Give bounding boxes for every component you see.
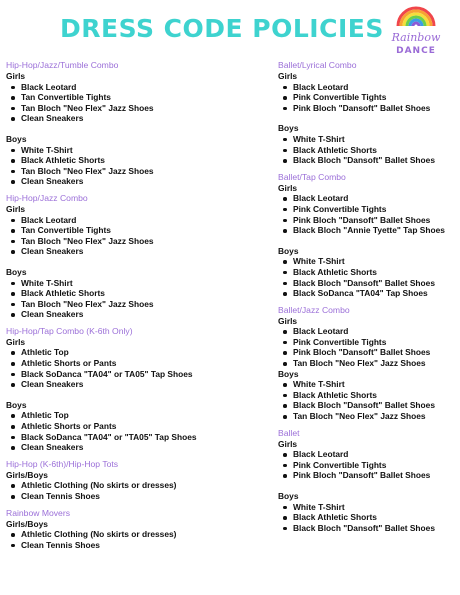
section-ballet-jazz (278, 305, 458, 422)
list-item: Black Bloch "Dansoft" Ballet Shoes (278, 155, 458, 166)
group-boys (278, 369, 458, 422)
group-label: Girls/Boys (6, 518, 48, 529)
list-item: White T-Shirt (278, 379, 458, 390)
list-item: Black Leotard (278, 326, 458, 337)
item-list (278, 193, 458, 235)
group-label: Boys (278, 491, 299, 501)
list-item: Black Athletic Shorts (278, 390, 458, 401)
list-item: Pink Convertible Tights (278, 204, 458, 215)
list-item: Black Athletic Shorts (278, 267, 458, 278)
rainbow-dance-logo (386, 4, 446, 62)
list-item: Black Leotard (278, 82, 458, 93)
list-item: White T-Shirt (278, 256, 458, 267)
group-boys (6, 400, 268, 453)
item-list (278, 256, 458, 298)
list-item: Black Athletic Shorts (6, 288, 268, 299)
list-item: Athletic Shorts or Pants (6, 421, 268, 432)
group-girls (278, 316, 458, 369)
item-list (6, 347, 268, 389)
item-list (278, 502, 458, 534)
list-item: White T-Shirt (6, 278, 268, 289)
group-label: Boys (278, 123, 299, 134)
item-list (6, 278, 268, 320)
list-item: Black Bloch "Annie Tyette" Tap Shoes (278, 225, 458, 236)
group-girls (6, 71, 268, 124)
list-item: Black Leotard (278, 193, 458, 204)
list-item: Clean Sneakers (6, 379, 268, 390)
section-title: Hip-Hop/Tap Combo (K-6th Only) (6, 325, 133, 336)
list-item: White T-Shirt (278, 502, 458, 513)
list-item: Tan Bloch "Neo Flex" Jazz Shoes (6, 299, 268, 310)
group-label: Boys (6, 133, 27, 144)
section-rainbow-movers (6, 508, 268, 551)
list-item: Athletic Clothing (No skirts or dresses) (6, 529, 268, 540)
list-item: Pink Convertible Tights (278, 92, 458, 103)
section-ballet-tap (278, 172, 458, 299)
group-label: Girls (278, 438, 298, 449)
list-item: White T-Shirt (6, 145, 268, 156)
section-title: Ballet/Jazz Combo (278, 304, 350, 315)
logo-dance-text: DANCE (396, 46, 436, 56)
group-label: Boys (278, 245, 299, 256)
section-title: Rainbow Movers (6, 507, 70, 518)
list-item: Tan Bloch "Neo Flex" Jazz Shoes (6, 236, 268, 247)
list-item: Clean Sneakers (6, 442, 268, 453)
item-list (6, 82, 268, 124)
section-title: Ballet/Lyrical Combo (278, 60, 357, 70)
group-girls (6, 204, 268, 257)
group-girls (278, 439, 458, 481)
list-item: Athletic Shorts or Pants (6, 358, 268, 369)
section-title: Hip-Hop (K-6th)/Hip-Hop Tots (6, 458, 119, 469)
group-label: Girls (278, 182, 298, 193)
left-column (6, 60, 268, 556)
item-list (6, 410, 268, 452)
list-item: Clean Sneakers (6, 113, 268, 124)
section-title: Ballet/Tap Combo (278, 171, 346, 182)
list-item: Black Leotard (6, 82, 268, 93)
list-item: Black Bloch "Dansoft" Ballet Shoes (278, 278, 458, 289)
group-label: Girls (6, 336, 26, 347)
group-boys (6, 267, 268, 320)
group-label: Boys (6, 399, 27, 410)
item-list (6, 145, 268, 187)
group-label: Girls (6, 203, 26, 214)
section-ballet-lyrical (278, 60, 458, 166)
list-item: Pink Convertible Tights (278, 460, 458, 471)
group-label: Girls (278, 71, 298, 81)
item-list (278, 82, 458, 114)
item-list (278, 326, 458, 368)
list-item: Tan Convertible Tights (6, 92, 268, 103)
group-girls-boys (6, 470, 268, 502)
item-list (6, 529, 268, 550)
section-title: Hip-Hop/Jazz/Tumble Combo (6, 60, 119, 70)
item-list (278, 134, 458, 166)
list-item: Pink Bloch "Dansoft" Ballet Shoes (278, 103, 458, 114)
list-item: Clean Sneakers (6, 309, 268, 320)
list-item: Athletic Top (6, 410, 268, 421)
list-item: Black SoDanca "TA04" or "TA05" Tap Shoes (6, 432, 268, 443)
list-item: Black Bloch "Dansoft" Ballet Shoes (278, 523, 458, 534)
group-label: Boys (6, 266, 27, 277)
item-list (278, 449, 458, 481)
list-item: Black Athletic Shorts (278, 512, 458, 523)
list-item: Clean Sneakers (6, 246, 268, 257)
group-label: Boys (278, 368, 299, 379)
group-boys (278, 491, 458, 533)
list-item: Athletic Clothing (No skirts or dresses) (6, 480, 268, 491)
section-hiphop-jazz-tumble (6, 60, 268, 187)
list-item: Black Athletic Shorts (6, 155, 268, 166)
group-boys (278, 123, 458, 165)
item-list (278, 379, 458, 421)
group-label: Girls (278, 315, 298, 326)
list-item: Pink Bloch "Dansoft" Ballet Shoes (278, 215, 458, 226)
page-title: DRESS CODE POLICIES (60, 14, 384, 43)
list-item: Pink Bloch "Dansoft" Ballet Shoes (278, 347, 458, 358)
list-item: Black SoDanca "TA04" or TA05" Tap Shoes (6, 369, 268, 380)
list-item: Black Leotard (278, 449, 458, 460)
list-item: Clean Sneakers (6, 176, 268, 187)
section-hiphop-tots (6, 459, 268, 502)
group-girls-boys (6, 519, 268, 551)
group-boys (278, 246, 458, 299)
group-boys (6, 134, 268, 187)
right-column (278, 60, 458, 539)
list-item: Black Athletic Shorts (278, 145, 458, 156)
rainbow-icon (395, 4, 437, 28)
group-label: Girls/Boys (6, 469, 48, 480)
group-girls (278, 183, 458, 236)
section-hiphop-tap (6, 326, 268, 453)
list-item: Tan Bloch "Neo Flex" Jazz Shoes (278, 411, 458, 422)
list-item: Clean Tennis Shoes (6, 491, 268, 502)
group-label: Girls (6, 71, 26, 81)
logo-script-text: Rainbow (391, 31, 441, 44)
list-item: Tan Bloch "Neo Flex" Jazz Shoes (6, 103, 268, 114)
section-ballet (278, 428, 458, 534)
group-girls (278, 71, 458, 113)
list-item: Tan Convertible Tights (6, 225, 268, 236)
list-item: Pink Bloch "Dansoft" Ballet Shoes (278, 470, 458, 481)
list-item: Clean Tennis Shoes (6, 540, 268, 551)
list-item: Tan Bloch "Neo Flex" Jazz Shoes (278, 358, 458, 369)
group-girls (6, 337, 268, 390)
list-item: Black SoDanca "TA04" Tap Shoes (278, 288, 458, 299)
list-item: Pink Convertible Tights (278, 337, 458, 348)
section-title: Hip-Hop/Jazz Combo (6, 192, 88, 203)
list-item: Black Leotard (6, 215, 268, 226)
item-list (6, 215, 268, 257)
list-item: Black Bloch "Dansoft" Ballet Shoes (278, 400, 458, 411)
list-item: White T-Shirt (278, 134, 458, 145)
list-item: Athletic Top (6, 347, 268, 358)
list-item: Tan Bloch "Neo Flex" Jazz Shoes (6, 166, 268, 177)
section-hiphop-jazz (6, 193, 268, 320)
item-list (6, 480, 268, 501)
section-title: Ballet (278, 427, 300, 438)
